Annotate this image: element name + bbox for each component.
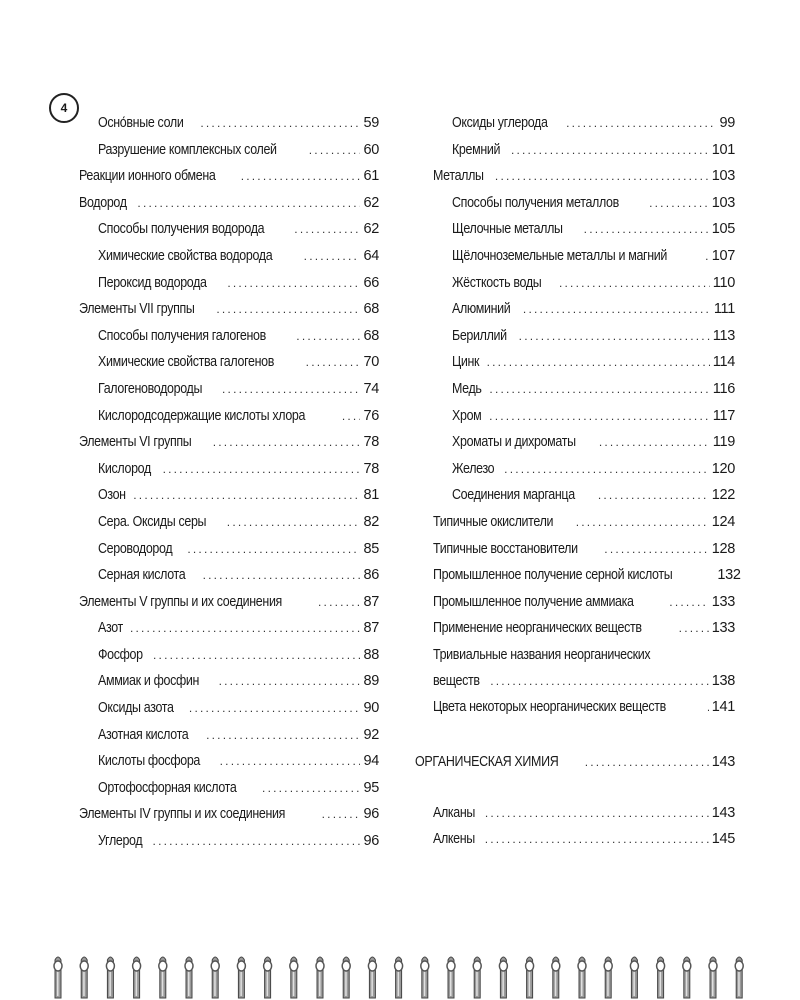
dot-leader	[153, 648, 360, 662]
toc-entry-page: 101	[711, 141, 735, 158]
toc-left-entry[interactable]	[79, 567, 379, 594]
toc-entry-title: Хром	[452, 407, 482, 424]
toc-left-entry[interactable]	[79, 381, 379, 408]
toc-entry-title: Реакции ионного обмена	[79, 168, 216, 185]
toc-entry-title: Соединения марганца	[452, 487, 575, 504]
toc-entry-page: 113	[712, 327, 735, 344]
toc-entry-page: 78	[363, 460, 379, 477]
dot-leader	[342, 409, 361, 423]
dot-leader	[523, 302, 711, 316]
dot-leader	[489, 409, 710, 423]
toc-entry-title: Ортофосфорная кислота	[98, 779, 237, 796]
toc-right-entry[interactable]	[433, 168, 735, 195]
toc-entry-page: 107	[711, 247, 735, 264]
toc-organic-entry[interactable]	[433, 831, 735, 858]
toc-entry-page: 99	[719, 115, 735, 131]
dot-leader	[163, 462, 361, 476]
dot-leader	[322, 807, 361, 821]
toc-right-entry[interactable]	[433, 434, 735, 461]
toc-entry-title: Серная кислота	[98, 567, 186, 584]
dot-leader	[490, 674, 708, 688]
toc-entry-title: Типичные восстановители	[433, 540, 578, 557]
binding-ring	[526, 957, 534, 998]
toc-right-entry[interactable]	[433, 567, 741, 594]
toc-entry-page: 74	[363, 380, 379, 397]
dot-leader	[130, 621, 361, 635]
toc-right-entry[interactable]	[433, 487, 735, 514]
dot-leader	[187, 542, 360, 556]
binding-ring	[54, 957, 62, 998]
toc-entry-page: 111	[713, 301, 735, 318]
binding-ring	[237, 957, 245, 998]
toc-left-entry[interactable]	[79, 354, 379, 381]
toc-entry-page: 117	[712, 407, 735, 424]
toc-left-entry[interactable]	[79, 461, 379, 488]
toc-entry-title: Алкены	[433, 831, 475, 848]
dot-leader	[216, 302, 360, 316]
toc-left-entry[interactable]	[79, 487, 379, 514]
dot-leader	[262, 781, 360, 795]
toc-entry-page: 62	[363, 221, 379, 238]
toc-left-column	[79, 115, 379, 860]
binding-ring	[578, 957, 586, 998]
toc-left-entry[interactable]	[79, 275, 379, 302]
toc-entry-page: 103	[711, 194, 735, 211]
binding-ring	[80, 957, 88, 998]
dot-leader	[485, 832, 709, 846]
toc-entry-page: 128	[711, 540, 735, 557]
binding-ring	[604, 957, 612, 998]
toc-entry-title: Озон	[98, 487, 126, 504]
dot-leader	[294, 222, 360, 236]
toc-right-entry[interactable]	[433, 620, 735, 647]
dot-leader	[133, 488, 360, 502]
toc-entry-title: Разрушение комплексных солей	[98, 141, 277, 158]
toc-right-entry[interactable]	[433, 115, 735, 142]
binding-ring	[185, 957, 193, 998]
toc-entry-title: Металлы	[433, 168, 484, 185]
toc-entry-page: 64	[363, 247, 379, 264]
toc-entry-title: Щёлочноземельные металлы и магний	[452, 247, 668, 264]
page-number-badge	[49, 93, 79, 123]
toc-left-entry[interactable]	[79, 727, 379, 754]
toc-left-entry[interactable]	[79, 221, 379, 248]
dot-leader	[222, 382, 360, 396]
toc-entry-page: 120	[711, 460, 735, 477]
toc-right-entry[interactable]	[433, 275, 735, 302]
binding-ring	[211, 957, 219, 998]
toc-right-entry[interactable]	[433, 248, 735, 275]
toc-entry-page: 89	[363, 673, 379, 690]
toc-left-entry[interactable]	[79, 195, 379, 222]
dot-leader	[707, 700, 709, 714]
toc-entry-page: 133	[711, 593, 735, 610]
toc-entry-title: Жёсткость воды	[452, 274, 542, 291]
toc-organic-entry[interactable]	[433, 805, 735, 832]
toc-entry-page: 61	[363, 168, 379, 185]
dot-leader	[189, 701, 361, 715]
toc-left-entry[interactable]	[79, 594, 379, 621]
toc-entry-page: 59	[363, 115, 379, 131]
toc-right-entry[interactable]	[433, 594, 735, 621]
toc-entry-page: 132	[717, 567, 741, 584]
toc-entry-page: 86	[363, 567, 379, 584]
dot-leader	[485, 806, 709, 820]
toc-left-entry[interactable]	[79, 408, 379, 435]
binding-ring	[106, 957, 114, 998]
dot-leader	[309, 143, 361, 157]
toc-entry-title: Азот	[98, 620, 123, 637]
toc-entry-title: Кислород	[98, 460, 151, 477]
toc-entry-page: 85	[363, 540, 379, 557]
toc-left-entry[interactable]	[79, 248, 379, 275]
toc-right-entry[interactable]	[433, 195, 735, 222]
toc-entry-page: 145	[711, 831, 735, 848]
toc-entry-page: 94	[363, 753, 379, 770]
toc-entry-title: Способы получения галогенов	[98, 327, 266, 344]
toc-right-entry[interactable]	[433, 408, 735, 435]
binding-ring	[395, 957, 403, 998]
toc-entry-page: 90	[363, 700, 379, 717]
toc-left-entry[interactable]	[79, 168, 379, 195]
toc-entry-title: Способы получения водорода	[98, 221, 265, 238]
toc-entry-title: Элементы V группы и их соединения	[79, 593, 282, 610]
toc-entry-page: 68	[363, 327, 379, 344]
toc-entry-title: Водород	[79, 194, 127, 211]
toc-entry-title: Химические свойства водорода	[98, 247, 273, 264]
toc-left-entry[interactable]	[79, 673, 379, 700]
dot-leader	[213, 435, 361, 449]
dot-leader	[576, 515, 709, 529]
toc-entry-title: Типичные окислители	[433, 513, 554, 530]
dot-leader	[318, 595, 360, 609]
toc-left-entry[interactable]	[79, 541, 379, 568]
toc-entry-title: Оксиды азота	[98, 700, 174, 717]
toc-left-entry[interactable]	[79, 142, 379, 169]
toc-entry-page: 114	[712, 354, 735, 371]
binding-ring	[735, 957, 743, 998]
toc-left-entry[interactable]	[79, 700, 379, 727]
dot-leader	[599, 435, 710, 449]
dot-leader	[705, 249, 709, 263]
toc-entry-title: Осно́вные соли	[98, 115, 184, 131]
toc-entry-trivial-names[interactable]: веществ ..... 138	[433, 673, 735, 700]
toc-entry-page: 76	[363, 407, 379, 424]
dot-leader	[227, 276, 360, 290]
dot-leader	[679, 621, 709, 635]
toc-right-entry[interactable]	[433, 541, 735, 568]
toc-entry-trivial-names-line1[interactable]: Тривиальные названия неорганических	[433, 646, 651, 663]
dot-leader	[220, 754, 361, 768]
dot-leader	[487, 355, 710, 369]
toc-entry-title: Элементы VII группы	[79, 301, 195, 318]
toc-entry-title: Кислородсодержащие кислоты хлора	[98, 407, 306, 424]
toc-entry-page: 96	[363, 806, 379, 823]
toc-entry-title: Алюминий	[452, 301, 511, 318]
binding-ring	[290, 957, 298, 998]
toc-left-entry[interactable]	[79, 514, 379, 541]
toc-right-column	[415, 115, 741, 858]
toc-entry-title: Кислоты фосфора	[98, 753, 201, 770]
toc-left-entry[interactable]	[79, 806, 379, 833]
dot-leader	[598, 488, 709, 502]
toc-entry-title: Медь	[452, 380, 482, 397]
toc-entry-title: Применение неорганических веществ	[433, 620, 642, 637]
toc-right-entry[interactable]	[433, 328, 735, 355]
toc-entry-page: 96	[363, 833, 379, 850]
toc-entry-title: Сера. Оксиды серы	[98, 513, 207, 530]
spiral-binding	[40, 952, 760, 1000]
dot-leader	[585, 755, 709, 769]
dot-leader	[489, 382, 709, 396]
dot-leader	[604, 542, 708, 556]
toc-left-entry[interactable]	[79, 115, 379, 142]
binding-ring	[552, 957, 560, 998]
toc-entry-page: 105	[711, 221, 735, 238]
toc-entry-page: 60	[363, 141, 379, 158]
binding-ring	[133, 957, 141, 998]
dot-leader	[649, 196, 709, 210]
toc-entry-page: 119	[712, 434, 735, 451]
toc-left-entry[interactable]	[79, 301, 379, 328]
toc-right-top-list	[433, 115, 741, 647]
dot-leader	[206, 728, 360, 742]
toc-right-entry[interactable]	[433, 301, 735, 328]
dot-leader	[153, 834, 361, 848]
toc-entry-title: Щелочные металлы	[452, 221, 563, 238]
dot-leader	[495, 169, 709, 183]
toc-entry-page: 82	[363, 513, 379, 530]
dot-leader	[306, 355, 361, 369]
toc-entry-title: Промышленное получение аммиака	[433, 593, 634, 610]
toc-entry-title: Элементы IV группы и их соединения	[79, 806, 286, 823]
toc-entry-title: Элементы VI группы	[79, 434, 192, 451]
toc-organic-list	[433, 805, 735, 858]
toc-entry-title: Галогеноводороды	[98, 380, 203, 397]
toc-right-entry[interactable]	[433, 221, 735, 248]
toc-entry-page: 103	[711, 168, 735, 185]
toc-right-entry[interactable]	[433, 142, 735, 169]
toc-entry-page: 70	[363, 354, 379, 371]
toc-left-entry[interactable]	[79, 647, 379, 674]
toc-right-entry[interactable]	[433, 514, 735, 541]
toc-right-entry[interactable]	[433, 381, 735, 408]
dot-leader	[559, 276, 710, 290]
dot-leader	[241, 169, 361, 183]
toc-entry-title: Промышленное получение серной кислоты	[433, 567, 673, 584]
binding-ring	[657, 957, 665, 998]
toc-entry-title: Цинк	[452, 354, 480, 371]
dot-leader	[504, 462, 709, 476]
toc-entry-page: 78	[363, 434, 379, 451]
toc-entry-page: 68	[363, 301, 379, 318]
toc-entry-title: Химические свойства галогенов	[98, 354, 275, 371]
toc-entry-page: 87	[363, 593, 379, 610]
dot-leader	[203, 568, 361, 582]
binding-ring	[421, 957, 429, 998]
binding-ring	[159, 957, 167, 998]
binding-ring	[342, 957, 350, 998]
toc-entry-title: Фосфор	[98, 646, 143, 663]
dot-leader	[137, 196, 360, 210]
binding-ring	[264, 957, 272, 998]
toc-entry-page: 95	[363, 779, 379, 796]
binding-ring	[447, 957, 455, 998]
toc-entry-colors[interactable]: Цвета некоторых неорганических веществ ..... 141	[433, 699, 735, 726]
binding-ring	[473, 957, 481, 998]
toc-entry-title: Хроматы и дихроматы	[452, 434, 576, 451]
dot-leader	[669, 595, 708, 609]
dot-leader	[519, 329, 710, 343]
toc-entry-title: Аммиак и фосфин	[98, 673, 200, 690]
toc-left-entry[interactable]	[79, 753, 379, 780]
toc-entry-page: 62	[363, 194, 379, 211]
dot-leader	[200, 116, 360, 130]
dot-leader	[304, 249, 361, 263]
binding-ring	[316, 957, 324, 998]
toc-right-entry[interactable]	[433, 461, 735, 488]
toc-entry-title: Углерод	[98, 833, 143, 850]
dot-leader	[584, 222, 709, 236]
toc-entry-page: 92	[363, 726, 379, 743]
toc-entry-page: 110	[712, 274, 735, 291]
toc-entry-title: Пероксид водорода	[98, 274, 207, 291]
toc-entry-title: Бериллий	[452, 327, 507, 344]
toc-left-entry[interactable]	[79, 328, 379, 355]
toc-left-entry[interactable]	[79, 833, 379, 860]
dot-leader	[566, 116, 716, 130]
toc-left-entry[interactable]	[79, 434, 379, 461]
toc-section-organic-chemistry[interactable]: ОРГАНИЧЕСКАЯ ХИМИЯ ..... 143	[415, 754, 735, 781]
toc-entry-page: 87	[363, 620, 379, 637]
toc-entry-title: Алканы	[433, 804, 476, 821]
toc-entry-title: Оксиды углерода	[452, 115, 548, 131]
toc-entry-title: Сероводород	[98, 540, 173, 557]
dot-leader	[296, 329, 360, 343]
toc-entry-page: 122	[711, 487, 735, 504]
toc-entry-title: Железо	[452, 460, 495, 477]
dot-leader	[227, 515, 361, 529]
dot-leader	[511, 143, 709, 157]
toc-entry-title: Кремний	[452, 141, 501, 158]
toc-entry-page: 133	[711, 620, 735, 637]
binding-ring	[368, 957, 376, 998]
toc-right-entry[interactable]	[433, 354, 735, 381]
binding-ring	[683, 957, 691, 998]
toc-entry-page: 81	[363, 487, 379, 504]
toc-entry-title: Способы получения металлов	[452, 194, 619, 211]
dot-leader	[219, 674, 361, 688]
page-number: 4	[60, 101, 68, 115]
toc-entry-page: 116	[712, 380, 735, 397]
toc-entry-page: 143	[711, 804, 735, 821]
binding-ring	[630, 957, 638, 998]
binding-ring	[709, 957, 717, 998]
binding-ring	[499, 957, 507, 998]
toc-entry-title: Азотная кислота	[98, 726, 189, 743]
toc-entry-page: 124	[711, 513, 735, 530]
toc-entry-page: 66	[363, 274, 379, 291]
toc-entry-page: 88	[363, 646, 379, 663]
toc-left-entry[interactable]	[79, 620, 379, 647]
toc-left-entry[interactable]	[79, 780, 379, 807]
